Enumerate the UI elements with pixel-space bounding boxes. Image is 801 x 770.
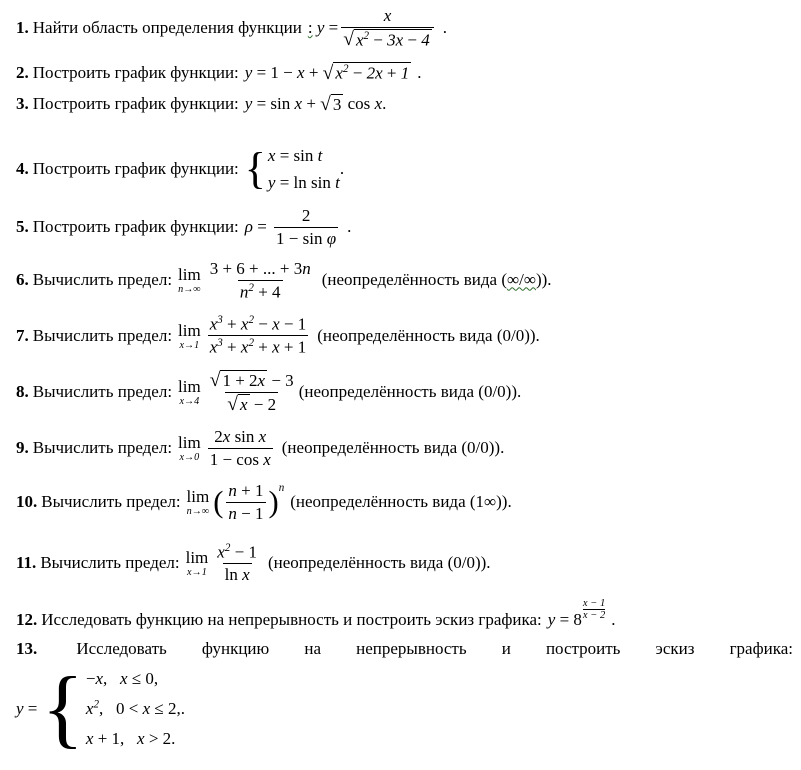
- problem-number: 4.: [16, 159, 29, 179]
- formula: lim x→0 $\frac{\text{2x sin x}}{\text{1 − cos x}}$: [178, 427, 271, 469]
- problem-number: 3.: [16, 94, 29, 114]
- problem-number: 7.: [16, 325, 29, 345]
- end-period: .: [417, 62, 422, 82]
- problem-number: 2.: [16, 62, 29, 82]
- problem-text: Вычислить предел:: [32, 438, 173, 458]
- problem-text: Построить график функции:: [32, 159, 239, 179]
- problem-9: [16, 427, 504, 469]
- problem-13-heading: [16, 639, 793, 659]
- formula: lim x→4 √ 1 + 2x − 3 √ x − 2: [178, 370, 294, 415]
- problem-7: [16, 314, 540, 357]
- problem-number: 8.: [16, 382, 29, 402]
- problem-13-formula: [16, 659, 185, 757]
- colon: :: [307, 17, 313, 37]
- note: (неопределённость вида (∞/∞)).: [321, 270, 552, 290]
- problem-8: [16, 370, 521, 414]
- formula: y = sin x + √ 3 cos x: [244, 94, 383, 115]
- word: графика:: [729, 639, 793, 658]
- note: (неопределённость вида (0/0)).: [298, 382, 522, 402]
- problem-11: [16, 542, 491, 585]
- problem-text: Вычислить предел:: [32, 270, 173, 290]
- problem-text: Исследовать функцию на непрерывность и построить эскиз графика:: [41, 609, 542, 629]
- problem-number: 13.: [16, 639, 38, 658]
- end-period: .: [442, 17, 447, 37]
- end-period: .: [339, 159, 345, 179]
- word: построить: [545, 639, 621, 658]
- formula: y = { −x, x ≤ 0, $x^2$, 0 < x ≤ 2, x + 1, x > 2.: [16, 659, 181, 757]
- formula: y = 8 x − 1 x − 2: [547, 598, 606, 629]
- problem-2: [16, 62, 421, 83]
- problem-number: 6.: [16, 270, 29, 290]
- problem-3: [16, 94, 386, 115]
- end-period: .: [347, 217, 352, 237]
- word: эскиз: [655, 639, 695, 658]
- word: Исследовать: [76, 639, 167, 658]
- formula: lim x→1 $\frac{x^3 + x^2 - x - 1}{x^3 + x^2 + x + 1}$: [178, 314, 307, 357]
- problem-number: 5.: [16, 217, 29, 237]
- problem-5: [16, 206, 351, 248]
- formula: ρ = $\frac{2}{\text{1 − sin φ}}$: [244, 206, 337, 248]
- problem-13: [16, 639, 793, 659]
- problem-number: 11.: [16, 553, 37, 573]
- word: на: [304, 639, 322, 658]
- end-period: .: [382, 94, 387, 114]
- problem-number: 1.: [16, 17, 29, 37]
- problem-number: 10.: [16, 492, 38, 512]
- problem-text: Вычислить предел:: [32, 325, 173, 345]
- formula: lim x→1 $\frac{x^2 - 1}{\text{ln x}}$: [185, 542, 257, 585]
- note: (неопределённость вида (1∞)).: [290, 492, 512, 512]
- end-period: .: [180, 698, 185, 718]
- note: (неопределённость вида (0/0)).: [281, 438, 505, 458]
- formula: lim n→∞ $\frac{3 + 6 + ... + 3n}{n^2 + 4}$: [178, 259, 311, 302]
- problem-number: 12.: [16, 609, 38, 629]
- problem-1: [16, 6, 447, 50]
- note: (неопределённость вида (0/0)).: [267, 553, 491, 573]
- problem-text: Вычислить предел:: [32, 382, 173, 402]
- end-period: .: [611, 609, 616, 629]
- formula: y = 1 − x + √ $x^2 - 2x + 1$: [244, 62, 410, 84]
- problem-text: Вычислить предел:: [40, 553, 180, 573]
- word: и: [501, 639, 511, 658]
- word: функцию: [201, 639, 270, 658]
- problem-text: Найти область определения функции: [32, 17, 302, 37]
- problem-10: [16, 481, 512, 523]
- note: (неопределённость вида (0/0)).: [317, 325, 540, 345]
- formula: y = x √ $x^2 - 3x - 4$: [313, 6, 437, 50]
- problem-text: Построить график функции:: [32, 217, 239, 237]
- problem-12: [16, 598, 616, 631]
- word: непрерывность: [356, 639, 467, 658]
- formula: lim n→∞ ( $\frac{n + 1}{n - 1}$ ) $^n$: [186, 481, 285, 523]
- problem-4: [16, 142, 344, 196]
- formula: { x = sin t y = ln sin t: [244, 144, 340, 194]
- problem-text: Вычислить предел:: [41, 492, 181, 512]
- problem-text: Построить график функции:: [32, 62, 239, 82]
- problem-number: 9.: [16, 438, 29, 458]
- problem-6: [16, 259, 552, 302]
- problem-text: Построить график функции:: [32, 94, 239, 114]
